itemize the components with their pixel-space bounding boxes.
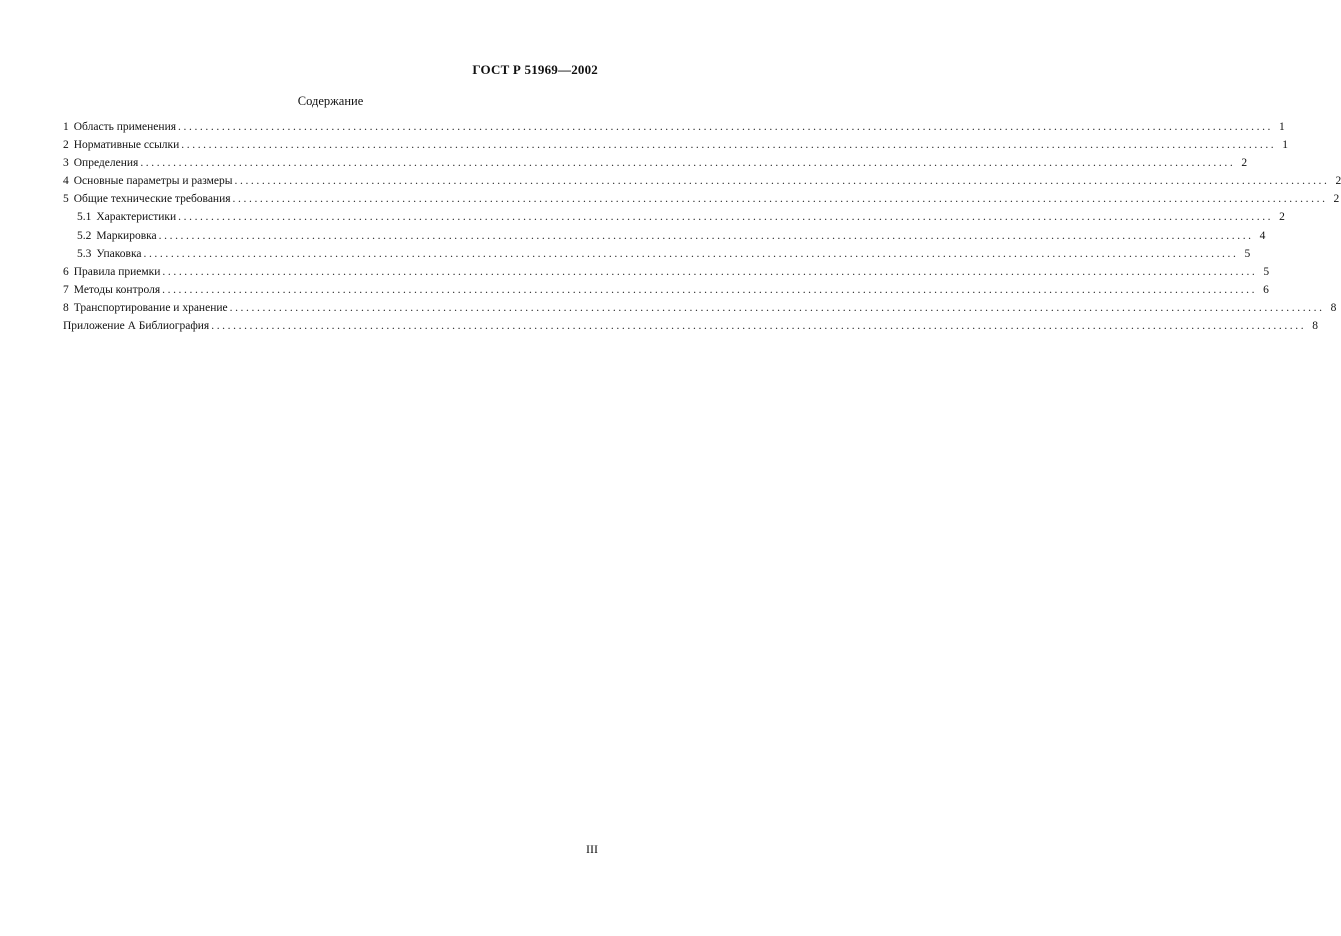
- toc-entry-text: Определения: [73, 157, 139, 170]
- toc-entry-number: 2: [63, 139, 69, 152]
- toc-entry-label: [63, 118, 176, 136]
- toc-entry-text: Маркировка: [96, 229, 157, 242]
- toc-entry: [63, 190, 1340, 208]
- toc-entry-number: 1: [63, 121, 69, 133]
- toc-entry-page: 8: [1312, 320, 1318, 333]
- toc-entry-page: 6: [1263, 283, 1269, 296]
- toc-entry-number: 8: [63, 301, 69, 314]
- toc-entry-page: 2: [1279, 211, 1285, 224]
- toc-entry-number: 7: [63, 283, 69, 296]
- toc-entry-page: 2: [1335, 175, 1341, 188]
- toc-entry-text: Упаковка: [96, 247, 142, 260]
- toc-entry: [63, 227, 1266, 245]
- toc-entry-page: 4: [1259, 229, 1266, 242]
- toc-entry-text: Правила приемки: [73, 265, 161, 278]
- toc-entry-number: 4: [63, 175, 69, 188]
- toc-entry-label: [63, 136, 179, 154]
- toc-entry-number: 5.3: [77, 247, 92, 260]
- toc-entry-page: 2: [1333, 193, 1340, 206]
- toc-dot-leader: ........................................................................................................................................................................................................: [234, 175, 1330, 188]
- toc-entry-label: [63, 190, 231, 208]
- toc-entry: [63, 208, 1285, 226]
- toc-entry-label: [77, 227, 157, 245]
- toc-entry-number: 5.2: [77, 229, 92, 242]
- toc-dot-leader: ........................................................................................................................................................................................................: [181, 139, 1277, 152]
- toc-entry-label: [63, 172, 233, 190]
- toc-entry-label: [77, 245, 141, 263]
- toc-entry-number: 6: [63, 265, 69, 278]
- toc-entry-text: Общие технические требования: [73, 193, 231, 206]
- toc-entry: [63, 299, 1337, 317]
- toc-entry-text: Транспортирование и хранение: [73, 301, 228, 314]
- toc-entry-text: Область применения: [73, 121, 177, 133]
- toc-dot-leader: ........................................................................................................................................................................................................: [232, 193, 1328, 206]
- toc-entry-label: [63, 281, 160, 299]
- toc-entry: [63, 172, 1341, 190]
- toc-entry-page: 5: [1244, 247, 1251, 260]
- toc-entry-page: 1: [1279, 121, 1285, 133]
- toc-dot-leader: ........................................................................................................................................................................................................: [229, 301, 1325, 314]
- toc-entry-label: [77, 208, 176, 226]
- toc-entry-number: 5.1: [77, 211, 92, 224]
- toc-entry-page: 2: [1241, 157, 1248, 170]
- toc-dot-leader: ........................................................................................................................................................................................................: [140, 157, 1236, 170]
- toc-entry-label: [63, 299, 228, 317]
- toc-dot-leader: ........................................................................................................................................................................................................: [178, 211, 1274, 224]
- toc-entry-page: 1: [1282, 139, 1289, 152]
- toc-entry-text: Характеристики: [96, 211, 177, 224]
- document-code: ГОСТ Р 51969—2002: [472, 62, 598, 77]
- toc-dot-leader: ........................................................................................................................................................................................................: [162, 283, 1258, 296]
- toc-entry-number: 5: [63, 193, 69, 206]
- toc-dot-leader: ........................................................................................................................................................................................................: [162, 265, 1258, 278]
- toc-entry-label: [63, 317, 209, 335]
- toc-entry: [63, 317, 1318, 335]
- toc-dot-leader: ........................................................................................................................................................................................................: [158, 229, 1254, 242]
- toc-entry-page: 5: [1263, 265, 1270, 278]
- toc-entry: [63, 136, 1289, 154]
- toc-entry-number: 3: [63, 157, 69, 170]
- toc-entry-text: Нормативные ссылки: [73, 139, 180, 152]
- toc-entry-text: Приложение А Библиография: [63, 320, 210, 333]
- toc-entry-text: Методы контроля: [73, 283, 161, 296]
- toc-entry: [63, 263, 1270, 281]
- toc-entry-text: Основные параметры и размеры: [73, 175, 233, 188]
- toc-entry-label: [63, 154, 138, 172]
- page-number: III: [586, 842, 598, 856]
- toc-entry: [63, 245, 1251, 263]
- toc-title: Содержание: [297, 94, 364, 108]
- toc-entry: [63, 281, 1269, 299]
- toc-entry: [63, 154, 1248, 172]
- toc-entry-label: [63, 263, 160, 281]
- toc-entry-page: 8: [1330, 301, 1337, 314]
- toc-entry: [63, 118, 1285, 136]
- toc-dot-leader: ........................................................................................................................................................................................................: [178, 121, 1274, 133]
- toc-dot-leader: ........................................................................................................................................................................................................: [211, 320, 1307, 333]
- table-of-contents: [63, 118, 1341, 335]
- toc-dot-leader: ........................................................................................................................................................................................................: [143, 247, 1239, 260]
